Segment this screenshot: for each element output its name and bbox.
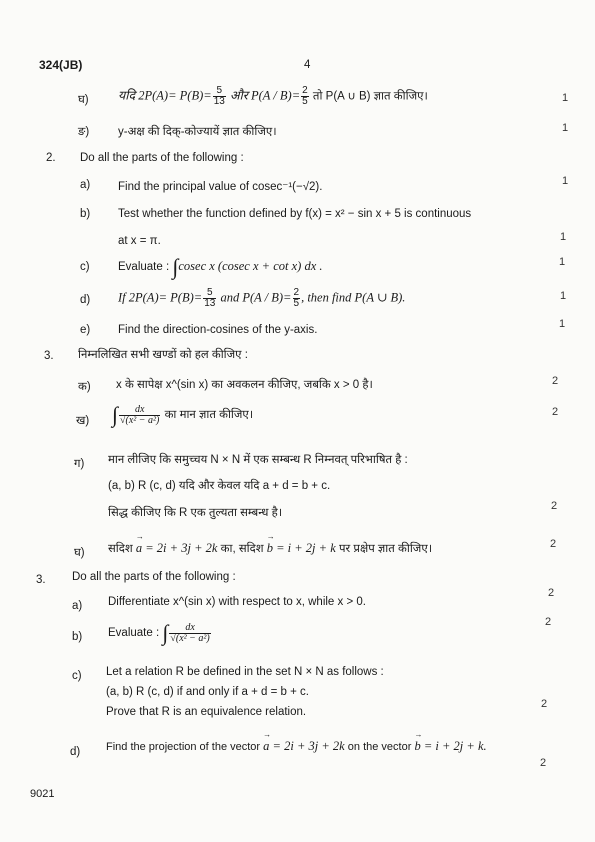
marks: 1	[560, 290, 567, 302]
item-label: a)	[72, 600, 83, 612]
marks: 2	[548, 587, 555, 599]
item-label: e)	[80, 324, 91, 336]
question-number: 3.	[44, 350, 54, 362]
item-label: c)	[72, 670, 82, 682]
item-label: घ)	[74, 547, 85, 559]
question-2a: Find the principal value of cosec⁻¹(−√2).	[118, 181, 323, 193]
item-label: ग)	[74, 458, 85, 470]
marks: 1	[562, 92, 569, 104]
question-heading: Do all the parts of the following :	[72, 571, 236, 583]
item-label: d)	[70, 746, 81, 758]
question-kha-integral-hi: ∫ $\frac{dx}{\text{√(x² − a²)}}$ का मान ज्ञात कीजिए।	[112, 402, 254, 427]
item-label: क)	[78, 381, 91, 393]
item-label: a)	[80, 179, 91, 191]
question-da-direction-cosines-hi: y-अक्ष की दिक्-कोज्यायें ज्ञात कीजिए।	[118, 126, 277, 138]
item-label: घ)	[78, 94, 89, 106]
question-3c-line1: Let a relation R be defined in the set N × N as follows :	[106, 666, 384, 678]
question-ka-differentiate-hi: x के सापेक्ष x^(sin x) का अवकलन कीजिए, जबकि x > 0 है।	[116, 379, 373, 391]
marks: 1	[559, 318, 566, 330]
marks: 1	[562, 122, 569, 134]
item-label: ङ)	[78, 126, 90, 138]
item-label: b)	[72, 631, 83, 643]
question-ga-line1: मान लीजिए कि समुच्चय N × N में एक सम्बन्ध R निम्नवत् परिभाषित है :	[108, 454, 408, 466]
question-2d: If 2P(A)= P(B)= $\frac{5}{13}$ and P(A / B)= $\frac{2}{5}$ , then find P(A ∪ B).	[118, 287, 406, 309]
item-label: b)	[80, 208, 91, 220]
question-heading: Do all the parts of the following :	[80, 152, 244, 164]
question-ga-line3: सिद्ध कीजिए कि R एक तुल्यता सम्बन्ध है।	[108, 507, 283, 519]
question-2e: Find the direction-cosines of the y-axis.	[118, 324, 318, 336]
marks: 1	[562, 175, 569, 187]
question-3d: Find the projection of the vector → a = 2i + 3j + 2k on the vector → b = i + 2j + k.	[106, 739, 487, 754]
item-label: ख)	[76, 415, 90, 427]
marks: 2	[552, 375, 559, 387]
marks: 2	[551, 500, 558, 512]
question-3c-line3: Prove that R is an equivalence relation.	[106, 706, 307, 718]
item-label: c)	[80, 261, 90, 273]
marks: 2	[541, 698, 548, 710]
question-ga-line2: (a, b) R (c, d) यदि और केवल यदि a + d = b + c.	[108, 480, 331, 492]
question-gha-projection-hi: सदिश → a = 2i + 3j + 2k का, सदिश → b = i + 2j + k पर प्रक्षेप ज्ञात कीजिए।	[108, 541, 432, 556]
item-label: d)	[80, 294, 91, 306]
question-3c-line2: (a, b) R (c, d) if and only if a + d = b + c.	[106, 686, 309, 698]
paper-code: 324(JB)	[39, 58, 83, 72]
marks: 2	[545, 616, 552, 628]
question-gha-probability-hi: यदि 2P(A)= P(B)= $\frac{5}{13}$ और P(A / B)= $\frac{2}{5}$ तो P(A ∪ B) ज्ञात कीजिए।	[118, 85, 428, 107]
marks: 1	[560, 231, 567, 243]
question-2b: Test whether the function defined by f(x) = x² − sin x + 5 is continuous	[118, 208, 472, 220]
marks: 2	[552, 406, 559, 418]
question-3a: Differentiate x^(sin x) with respect to x, while x > 0.	[108, 596, 366, 608]
marks: 2	[550, 538, 557, 550]
marks: 1	[559, 256, 566, 268]
question-number: 3.	[36, 574, 46, 586]
footer-code: 9021	[30, 788, 55, 800]
question-2c: Evaluate : ∫cosec x (cosec x + cot x) dx .	[118, 254, 323, 279]
question-heading-hi: निम्नलिखित सभी खण्डों को हल कीजिए :	[78, 349, 248, 361]
question-3b: Evaluate : ∫ $\frac{dx}{\text{√(x² − a²)}}$	[108, 620, 210, 645]
question-number: 2.	[46, 152, 56, 164]
question-2b-cont: at x = π.	[118, 235, 161, 247]
marks: 2	[540, 757, 547, 769]
page-number: 4	[304, 59, 311, 71]
